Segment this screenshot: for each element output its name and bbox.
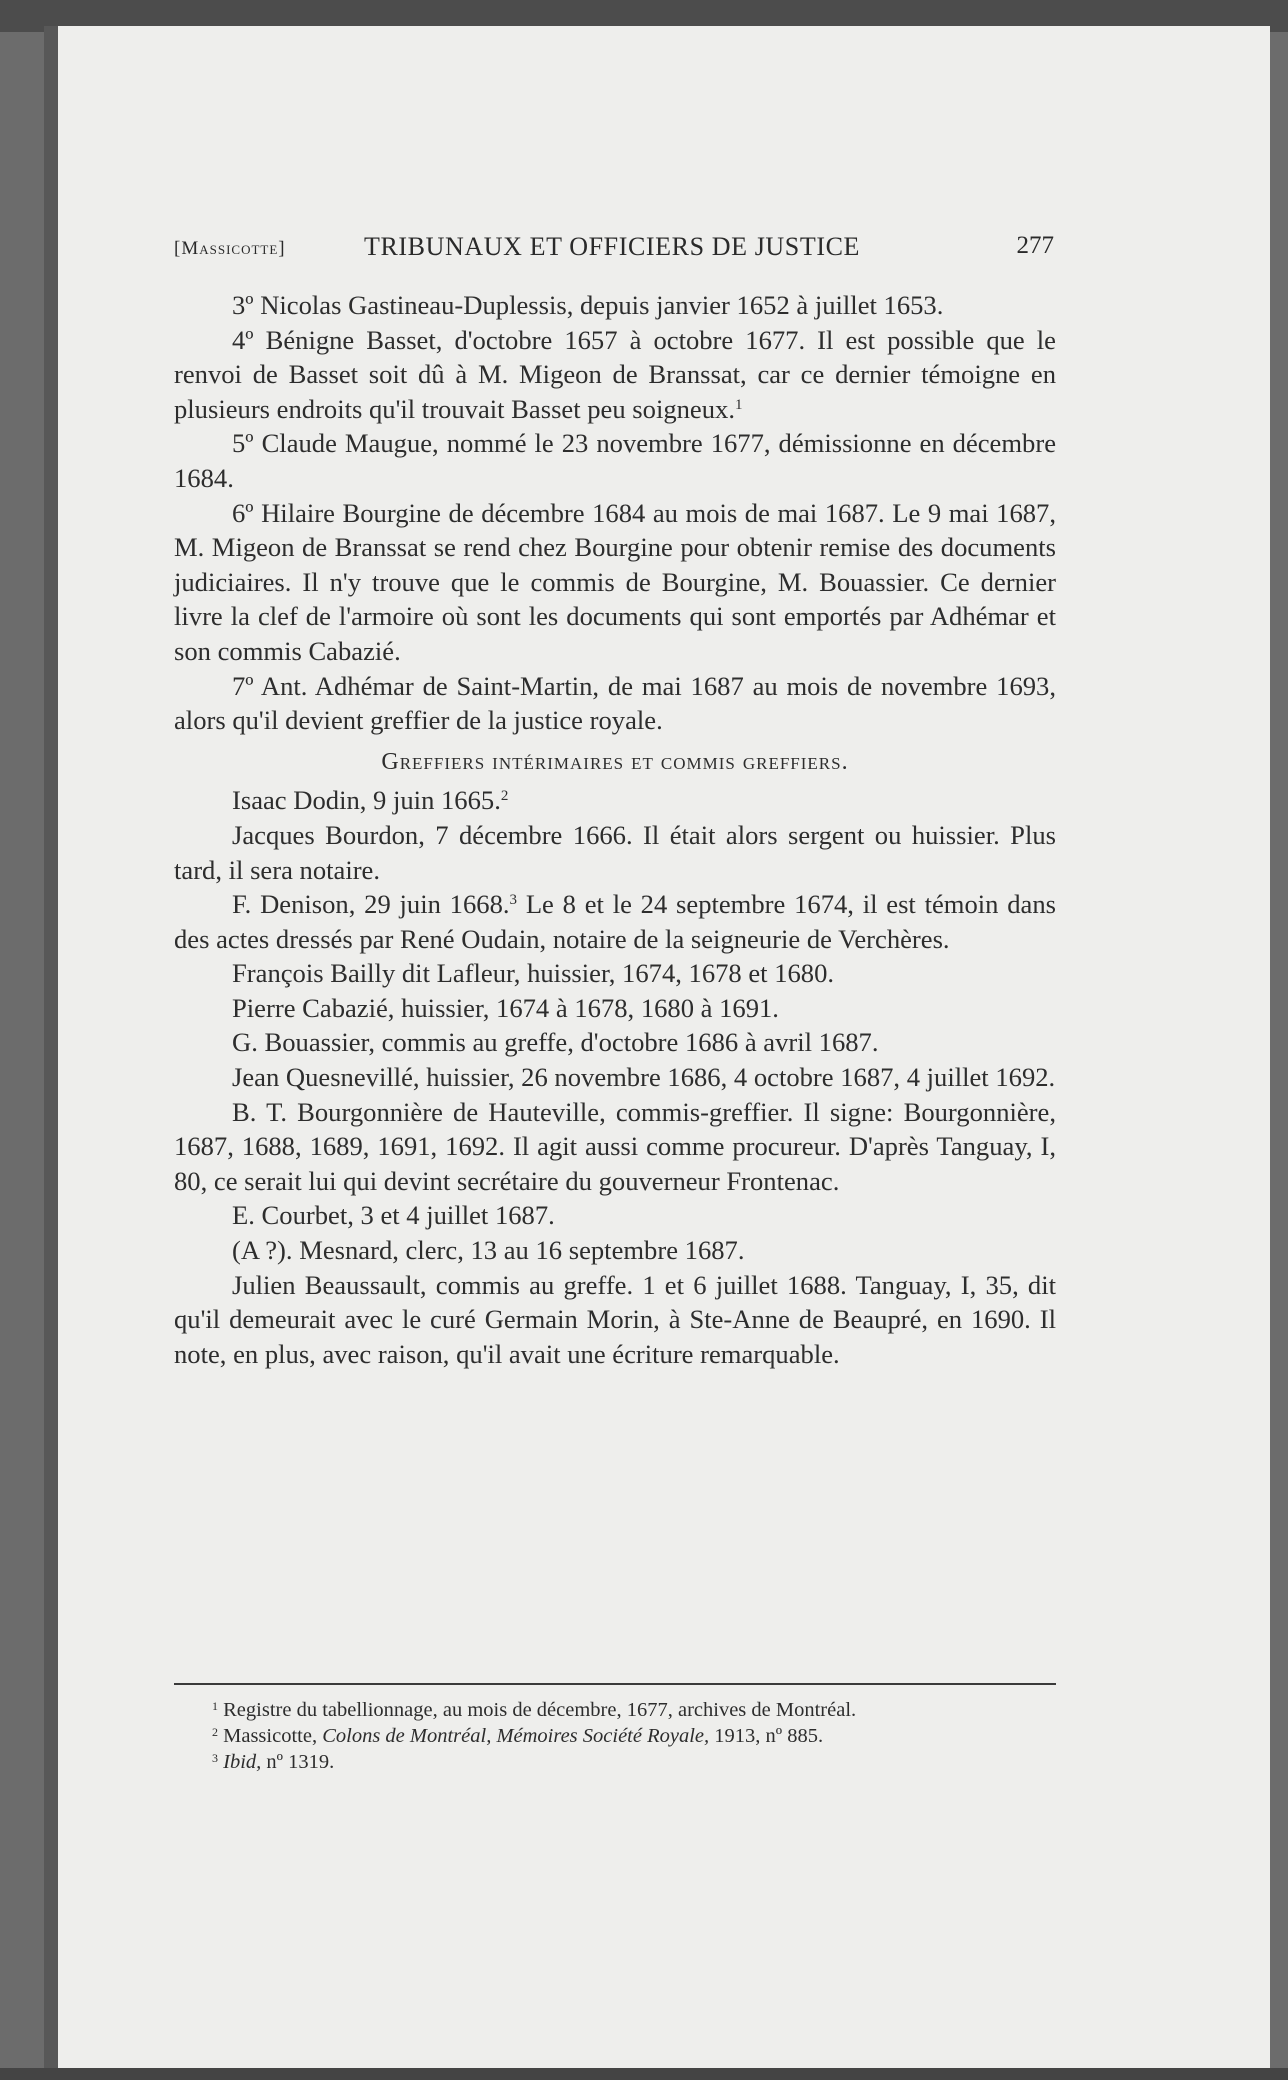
paragraph: 5º Claude Maugue, nommé le 23 novembre 1677, démissionne en décembre 1684. [174,428,1056,493]
list-item: Julien Beaussault, commis au greffe. 1 et 6 juillet 1688. Tanguay, I, 35, dit qu'il demeurait avec le curé Germain Morin, à Ste-Anne de Beaupré, en 1690. Il note, en plus, avec raison, qu'il avait une écriture remarquable. [174,1269,1056,1369]
list-item: Isaac Dodin, 9 juin 1665.$^2$ [232,785,509,816]
footnote-ref: 3 [509,892,518,909]
footnotes [212,1697,1062,1775]
footnote-ref: 2 [500,788,509,805]
list-item: B. T. Bourgonnière de Hauteville, commis-greffier. Il signe: Bourgonnière, 1687, 1688, 1689, 1691, 1692. Il agit aussi comme procureur. D'après Tanguay, I, 80, ce serait lui qui devint secrétaire du gouverneur Frontenac. [174,1096,1056,1196]
list-item: Pierre Cabazié, huissier, 1674 à 1678, 1680 à 1691. [232,992,779,1023]
list-item: F. Denison, 29 juin 1668.$^3$ Le 8 et le 24 septembre 1674, il est témoin dans des actes dressés par René Oudain, notaire de la seigneurie de Verchères. [174,889,1056,954]
list-item: E. Courbet, 3 et 4 juillet 1687. [232,1200,555,1231]
paragraph: 4º Bénigne Basset, d'octobre 1657 à octobre 1677. Il est possible que le renvoi de Basset soit dû à M. Migeon de Branssat, car ce dernier témoigne en plusieurs endroits qu'il trouvait Basset peu soigneux.$^1$ [174,324,1056,424]
list-item: Jacques Bourdon, 7 décembre 1666. Il était alors sergent ou huissier. Plus tard, il sera notaire. [174,819,1056,885]
footnote-ref: 1 [734,396,743,413]
page-body [174,288,1056,1371]
running-header-title: TRIBUNAUX ET OFFICIERS DE JUSTICE [364,232,861,261]
scan-bottom-border [0,2068,1288,2080]
page-number: 277 [1016,232,1054,259]
paragraph: 3º Nicolas Gastineau-Duplessis, depuis janvier 1652 à juillet 1653. [232,290,944,320]
section-heading: Greffiers intérimaires et commis greffiers. [381,748,849,775]
running-header [174,230,1054,270]
list-item: François Bailly dit Lafleur, huissier, 1674, 1678 et 1680. [232,958,835,989]
list-item: (A ?). Mesnard, clerc, 13 au 16 septembre 1687. [232,1235,745,1266]
list-item: Jean Quesnevillé, huissier, 26 novembre 1686, 4 octobre 1687, 4 juillet 1692. [232,1062,1056,1093]
list-item: G. Bouassier, commis au greffe, d'octobre 1686 à avril 1687. [232,1027,879,1058]
running-header-author: [Massicotte] [174,238,286,259]
footnote: $^2$ Massicotte, Colons de Montréal, Mémoires Société Royale, 1913, nº 885. [212,1725,824,1747]
footnote: $^3$ Ibid, nº 1319. [212,1751,335,1773]
paragraph: 7º Ant. Adhémar de Saint-Martin, de mai 1687 au mois de novembre 1693, alors qu'il devient greffier de la justice royale. [174,670,1056,736]
footnote-divider [174,1683,1056,1685]
paragraph: 6º Hilaire Bourgine de décembre 1684 au mois de mai 1687. Le 9 mai 1687, M. Migeon de Branssat se rend chez Bourgine pour obtenir remise des documents judiciaires. Il n'y trouve que le commis de Bourgine, M. Bouassier. Ce dernier livre la clef de l'armoire où sont les documents qui sont emportés par Adhémar et son commis Cabazié. [174,497,1056,666]
footnote: $^1$ Registre du tabellionnage, au mois de décembre, 1677, archives de Montréal. [212,1699,857,1721]
